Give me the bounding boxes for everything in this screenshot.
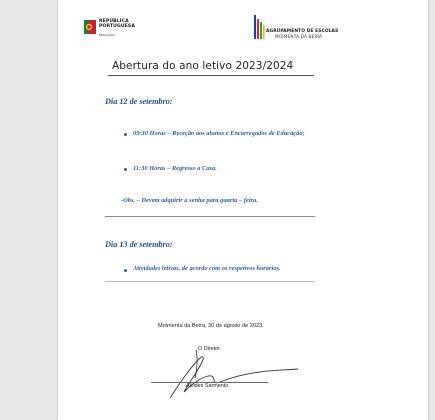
coat-of-arms-icon [84, 20, 96, 34]
school-group-name: AGRUPAMENTO DE ESCOLAS [266, 29, 339, 34]
education-text: EDUCAÇÃO [99, 33, 115, 37]
day-12-item-2: 11:30 Horas – Regresso a Casa. [133, 165, 217, 172]
republica-text: REPÚBLICA PORTUGUESA [99, 19, 135, 30]
bullet-marker [124, 269, 127, 272]
director-name: Alcides Sarmento [186, 383, 229, 389]
day-13-item-1: Atividades letivas, de acordo com os respetivos horários. [133, 265, 281, 272]
section-separator [105, 281, 315, 282]
republica-portuguesa-logo [84, 17, 164, 41]
bullet-marker [124, 133, 127, 136]
day-12-item-1: 09:30 Horas – Receção aos alunos e Encarregados de Educação; [133, 130, 305, 137]
director-label: O Diretor [198, 346, 220, 352]
school-group-place: MOIMENTA DA BEIRA [275, 34, 323, 39]
title-underline [108, 75, 314, 76]
page-title: Abertura do ano letivo 2023/2024 [112, 60, 294, 72]
handwritten-signature [148, 348, 308, 400]
day-12-heading: Dia 12 de setembro: [105, 97, 173, 106]
day-13-heading: Dia 13 de setembro: [105, 240, 173, 249]
place-and-date: Moimenta da Beira, 30 de agosto de 2023. [158, 323, 264, 329]
agrupamento-escolas-logo [253, 13, 353, 43]
bullet-marker [124, 168, 127, 171]
section-separator [105, 216, 315, 217]
mark-glyph: ˙ [290, 376, 292, 381]
school-group-emblem-icon [253, 13, 265, 41]
document-page [58, 0, 428, 420]
day-12-note: -Obs. – Devem adquirir a senha para quarta – feira. [121, 197, 258, 204]
